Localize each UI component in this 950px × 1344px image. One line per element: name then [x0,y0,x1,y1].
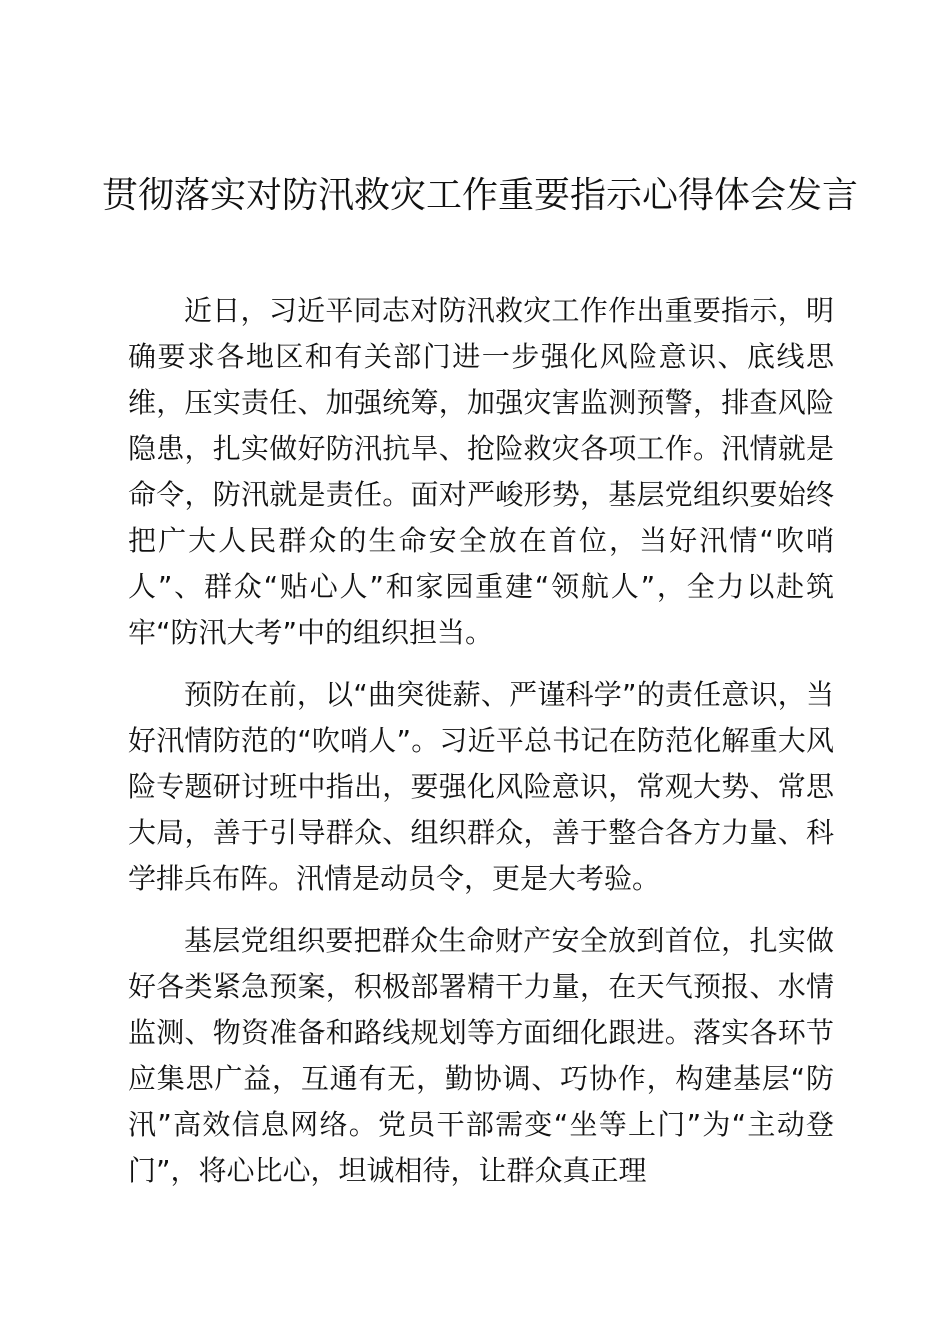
paragraph: 基层党组织要把群众生命财产安全放到首位，扎实做好各类紧急预案，积极部署精干力量，在天气预报、水情监测、物资准备和路线规划等方面细化跟进。落实各环节应集思广益，互通有无，勤协调、巧协作，构建基层“防汛”高效信息网络。党员干部需变“坐等上门”为“主动登门”，将心比心，坦诚相待，让群众真正理 [128,924,834,1187]
document-title: 贯彻落实对防汛救灾工作重要指示心得体会发言 [101,175,858,216]
paragraph: 预防在前，以“曲突徙薪、严谨科学”的责任意识，当好汛情防范的“吹哨人”。习近平总书记在防范化解重大风险专题研讨班中指出，要强化风险意识，常观大势、常思大局，善于引导群众、组织群众，善于整合各方力量、科学排兵布阵。汛情是动员令，更是大考验。 [128,678,834,895]
document-body [128,288,834,1210]
paragraph: 近日，习近平同志对防汛救灾工作作出重要指示，明确要求各地区和有关部门进一步强化风险意识、底线思维，压实责任、加强统筹，加强灾害监测预警，排查风险隐患，扎实做好防汛抗旱、抢险救灾各项工作。汛情就是命令，防汛就是责任。面对严峻形势，基层党组织要始终把广大人民群众的生命安全放在首位，当好汛情“吹哨人”、群众“贴心人”和家园重建“领航人”，全力以赴筑牢“防汛大考”中的组织担当。 [128,294,834,649]
